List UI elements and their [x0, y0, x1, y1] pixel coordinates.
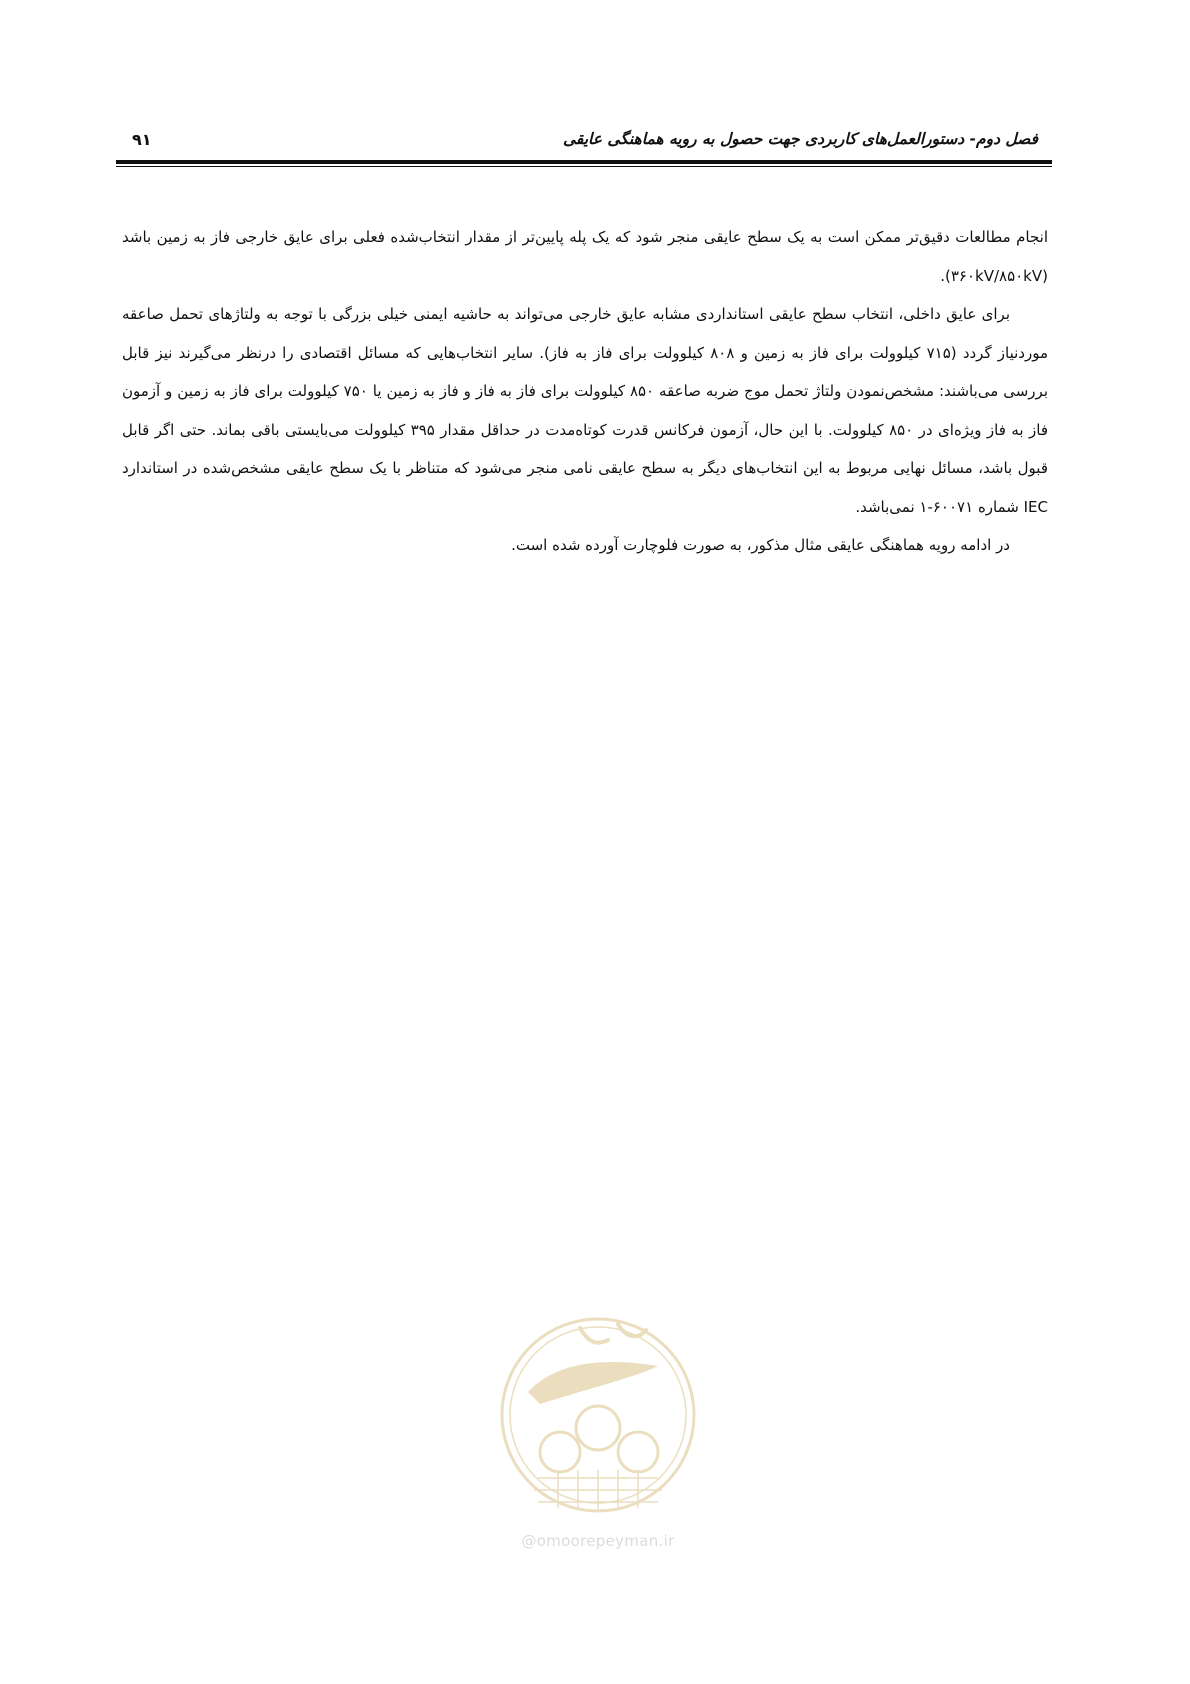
body-text [122, 218, 1048, 565]
paragraph-1: انجام مطالعات دقیق‌تر ممکن است به یک سطح عایقی منجر شود که یک پله پایین‌تر از مقدار انتخاب‌شده فعلی برای عایق خارجی فاز به زمین باشد (۳۶۰kV/۸۵۰kV). [122, 228, 1048, 285]
paragraph-3: در ادامه رویه هماهنگی عایقی مثال مذکور، به صورت فلوچارت آورده شده است. [511, 536, 1010, 554]
logo-seal-icon [488, 1300, 708, 1530]
watermark-website: @omoorepeyman.ir [521, 1532, 675, 1550]
header-rule-thin [116, 166, 1052, 167]
chapter-header-title: فصل دوم- دستورالعمل‌های کاربردی جهت حصول به رویه هماهنگی عایقی [562, 130, 1038, 148]
watermark-logo [488, 1300, 708, 1560]
page-number: ۹۱ [132, 130, 152, 149]
header-rule-thick [116, 160, 1052, 164]
paragraph-2: برای عایق داخلی، انتخاب سطح عایقی استانداردی مشابه عایق خارجی می‌تواند به حاشیه ایمنی خیلی بزرگی با توجه به ولتاژهای تحمل صاعقه موردنیاز گردد (۷۱۵ کیلوولت برای فاز به زمین و ۸۰۸ کیلوولت برای فاز به فاز). سایر انتخاب‌هایی که مسائل اقتصادی را درنظر می‌گیرند نیز قابل بررسی می‌باشند: مشخص‌نمودن ولتاژ تحمل موج ضربه صاعقه ۸۵۰ کیلوولت برای فاز به فاز و فاز به زمین یا ۷۵۰ کیلوولت برای فاز به زمین و آزمون فاز به فاز ویژه‌ای در ۸۵۰ کیلوولت. با این حال، آزمون فرکانس قدرت کوتاه‌مدت در حداقل مقدار ۳۹۵ کیلوولت می‌بایستی باقی بماند. حتی اگر قابل قبول باشد، مسائل نهایی مربوط به این انتخاب‌های دیگر به سطح عایقی نامی منجر می‌شود که متناظر با یک سطح عایقی مشخص‌شده در استاندارد IEC شماره ۶۰۰۷۱-۱ نمی‌باشد. [122, 305, 1048, 516]
